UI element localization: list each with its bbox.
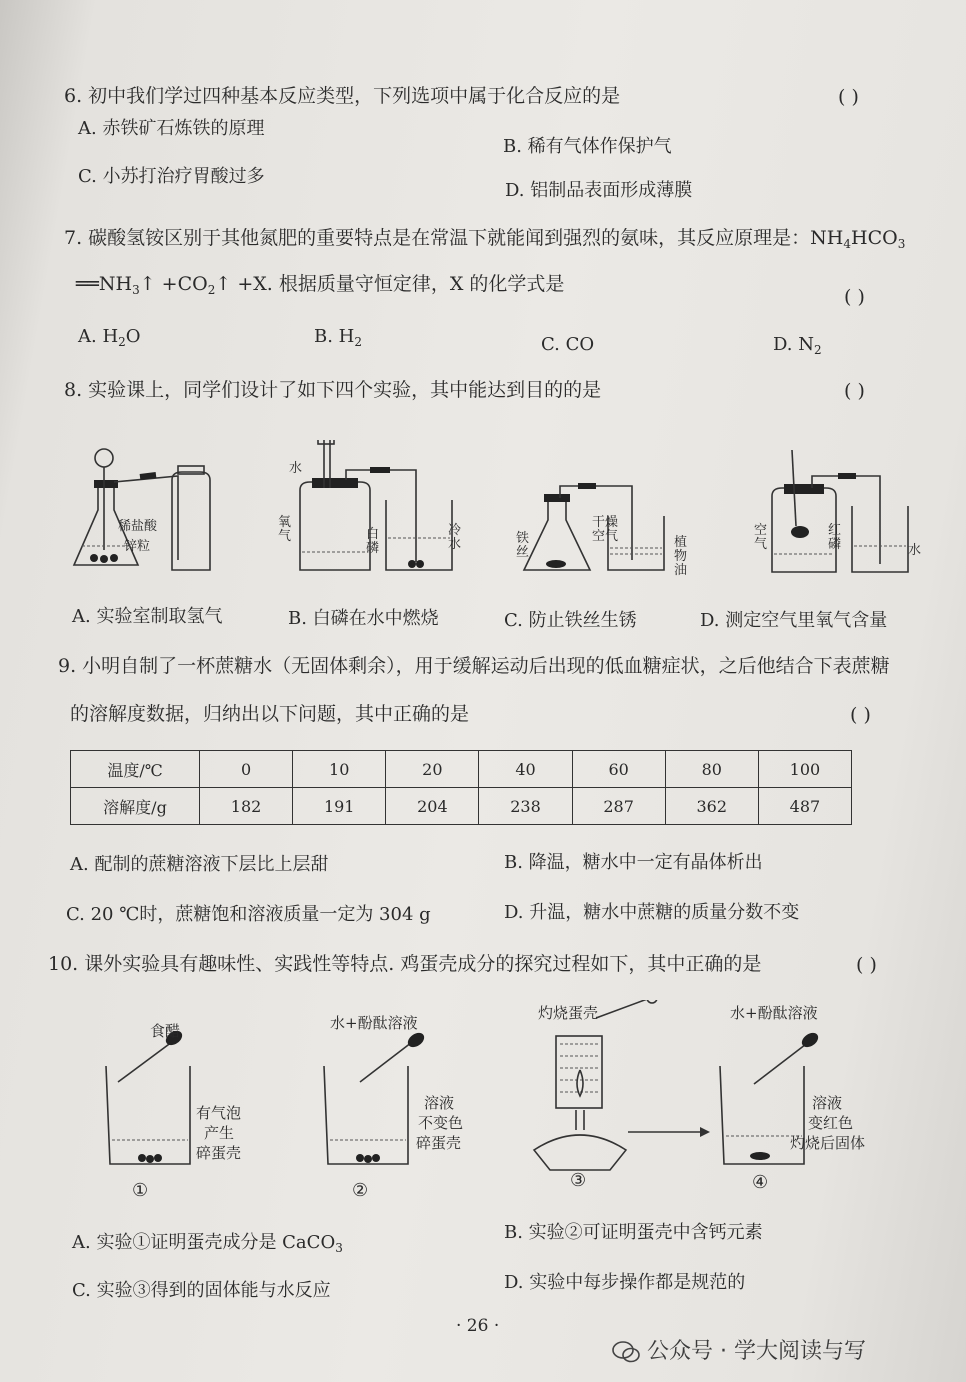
- q10-stem: 10. 课外实验具有趣味性、实践性等特点. 鸡蛋壳成分的探究过程如下，其中正确的是: [48, 953, 762, 975]
- q8-option-c: C. 防止铁丝生锈: [504, 610, 637, 631]
- label-burn: 灼烧蛋壳: [538, 1004, 599, 1022]
- q7-stem-b2: ↑ +CO: [139, 273, 208, 295]
- beaker-2: [324, 1030, 427, 1164]
- q9-stem-line1: 9. 小明自制了一杯蔗糖水（无固体剩余），用于缓解运动后出现的低血糖症状，之后他结合下表蔗糖: [58, 655, 890, 677]
- bottle-b: [300, 440, 416, 570]
- q7-option-b: B. $H_2$: [314, 326, 363, 349]
- q9-option-c: C. 20 ℃时，蔗糖饱和溶液质量一定为 304 g: [66, 904, 431, 925]
- circle-num-3: ③: [570, 1170, 587, 1191]
- q7-stem-b-sub2: 2: [207, 283, 216, 297]
- circle-num-2: ②: [352, 1180, 369, 1201]
- q8-option-d: D. 测定空气里氧气含量: [700, 610, 888, 631]
- label-red-1: 溶液: [812, 1094, 843, 1112]
- q6-paren: ( ): [838, 86, 859, 108]
- page-number: · 26 ·: [456, 1316, 500, 1336]
- table-cell: 40: [479, 751, 572, 788]
- table-row-temperature: [71, 751, 852, 788]
- label-bubbles-1: 有气泡: [196, 1104, 242, 1122]
- q10-option-c: C. 实验③得到的固体能与水反应: [72, 1280, 331, 1301]
- label-veg-oil: 植物油: [674, 535, 688, 578]
- label-air: 空气: [754, 523, 768, 552]
- label-solid: 灼烧后固体: [790, 1134, 866, 1152]
- watermark: [612, 1334, 866, 1365]
- circle-num-1: ①: [132, 1180, 149, 1201]
- q8-stem: 8. 实验课上，同学们设计了如下四个实验，其中能达到目的的是: [64, 379, 602, 401]
- label-dry-air: 干燥空气: [592, 515, 619, 544]
- table-header-temperature: 温度/℃: [71, 751, 200, 788]
- q8-option-a: A. 实验室制取氢气: [72, 606, 223, 627]
- wechat-icon: [612, 1341, 640, 1363]
- table-cell: 238: [479, 788, 572, 825]
- q10-option-d: D. 实验中每步操作都是规范的: [504, 1272, 746, 1293]
- q10-option-a: A. 实验①证明蛋壳成分是 CaCO$_3$: [72, 1232, 343, 1255]
- label-shell-2: 碎蛋壳: [416, 1134, 462, 1152]
- q7-stem-a-sub: 4: [843, 237, 852, 251]
- table-cell: 487: [758, 788, 851, 825]
- arrow-right: [628, 1127, 710, 1137]
- table-cell: 80: [665, 751, 758, 788]
- q7-stem-a-sub2: 3: [897, 237, 906, 251]
- q6-stem: 6. 初中我们学过四种基本反应类型，下列选项中属于化合反应的是: [64, 85, 621, 107]
- label-red-p: 红磷: [828, 523, 842, 552]
- table-cell: 191: [293, 788, 386, 825]
- table-cell: 362: [665, 788, 758, 825]
- q7-stem-b-sub1: 3: [132, 283, 140, 297]
- q7-option-d: D. $N_2$: [773, 334, 822, 357]
- q9-stem-line2: 的溶解度数据，归纳出以下问题，其中正确的是: [70, 703, 470, 725]
- label-nochange-2: 不变色: [418, 1114, 464, 1132]
- q6-option-c: C. 小苏打治疗胃酸过多: [78, 166, 265, 187]
- table-cell: 182: [200, 788, 293, 825]
- q6-option-a: A. 赤铁矿石炼铁的原理: [78, 118, 265, 139]
- label-water: 水: [289, 461, 303, 476]
- table-cell: 100: [758, 751, 851, 788]
- q6-option-b: B. 稀有气体作保护气: [503, 136, 672, 157]
- q7-stem-line1: [64, 226, 905, 256]
- label-water-phenol-1: 水+酚酞溶液: [330, 1014, 418, 1032]
- table-cell: 0: [200, 751, 293, 788]
- label-acid: 稀盐酸: [118, 519, 158, 534]
- q7-stem-line2: [76, 272, 564, 302]
- bottle-d: [772, 450, 880, 572]
- solubility-table: [70, 750, 852, 825]
- q7-stem-b3: ↑ +X. 根据质量守恒定律，X 的化学式是: [215, 273, 565, 295]
- label-cold-water: 冷水: [448, 523, 462, 552]
- alcohol-lamp: [534, 1000, 657, 1170]
- table-cell: 60: [572, 751, 665, 788]
- q8-paren: ( ): [844, 380, 865, 402]
- beaker-b: [386, 500, 452, 570]
- circle-num-4: ④: [752, 1172, 769, 1193]
- label-red-2: 变红色: [808, 1114, 854, 1132]
- label-white-p: 白磷: [366, 527, 380, 556]
- q10-paren: ( ): [856, 954, 877, 976]
- label-zinc: 锌粒: [124, 539, 151, 554]
- label-iron-wire: 铁丝: [516, 531, 530, 560]
- q7-stem-a-tail: HCO: [851, 227, 898, 249]
- q10-apparatus-figure: [90, 1000, 910, 1200]
- q9-option-a: A. 配制的蔗糖溶液下层比上层甜: [70, 854, 329, 875]
- label-shell-1: 碎蛋壳: [196, 1144, 242, 1162]
- q9-option-b: B. 降温，糖水中一定有晶体析出: [504, 852, 763, 873]
- q7-option-a: A. $H_2O$: [78, 326, 141, 349]
- label-nochange-1: 溶液: [424, 1094, 455, 1112]
- table-cell: 20: [386, 751, 479, 788]
- q8-apparatus-figure: [60, 440, 920, 590]
- label-bubbles-2: 产生: [204, 1124, 235, 1142]
- table-row-solubility: [71, 788, 852, 825]
- label-vinegar: 食醋: [150, 1022, 181, 1040]
- table-header-solubility: 溶解度/g: [71, 788, 200, 825]
- beaker-1: [106, 1028, 190, 1164]
- table-cell: 287: [572, 788, 665, 825]
- q7-stem-b1: ══NH: [76, 273, 133, 295]
- table-cell: 204: [386, 788, 479, 825]
- watermark-text: 公众号 · 学大阅读与写: [647, 1339, 866, 1364]
- q9-paren: ( ): [850, 704, 871, 726]
- q7-paren: ( ): [844, 286, 865, 308]
- label-water-phenol-2: 水+酚酞溶液: [730, 1004, 818, 1022]
- q8-option-b: B. 白磷在水中燃烧: [288, 608, 439, 629]
- q7-option-c: C. CO: [541, 334, 595, 355]
- q6-option-d: D. 铝制品表面形成薄膜: [505, 180, 693, 201]
- q7-stem-a: 7. 碳酸氢铵区别于其他氮肥的重要特点是在常温下就能闻到强烈的氨味，其反应原理是：NH: [64, 227, 844, 249]
- label-oxygen: 氧气: [278, 515, 292, 544]
- label-water-d: 水: [908, 543, 922, 558]
- table-cell: 10: [293, 751, 386, 788]
- q9-option-d: D. 升温，糖水中蔗糖的质量分数不变: [504, 902, 800, 923]
- q10-option-b: B. 实验②可证明蛋壳中含钙元素: [504, 1222, 763, 1243]
